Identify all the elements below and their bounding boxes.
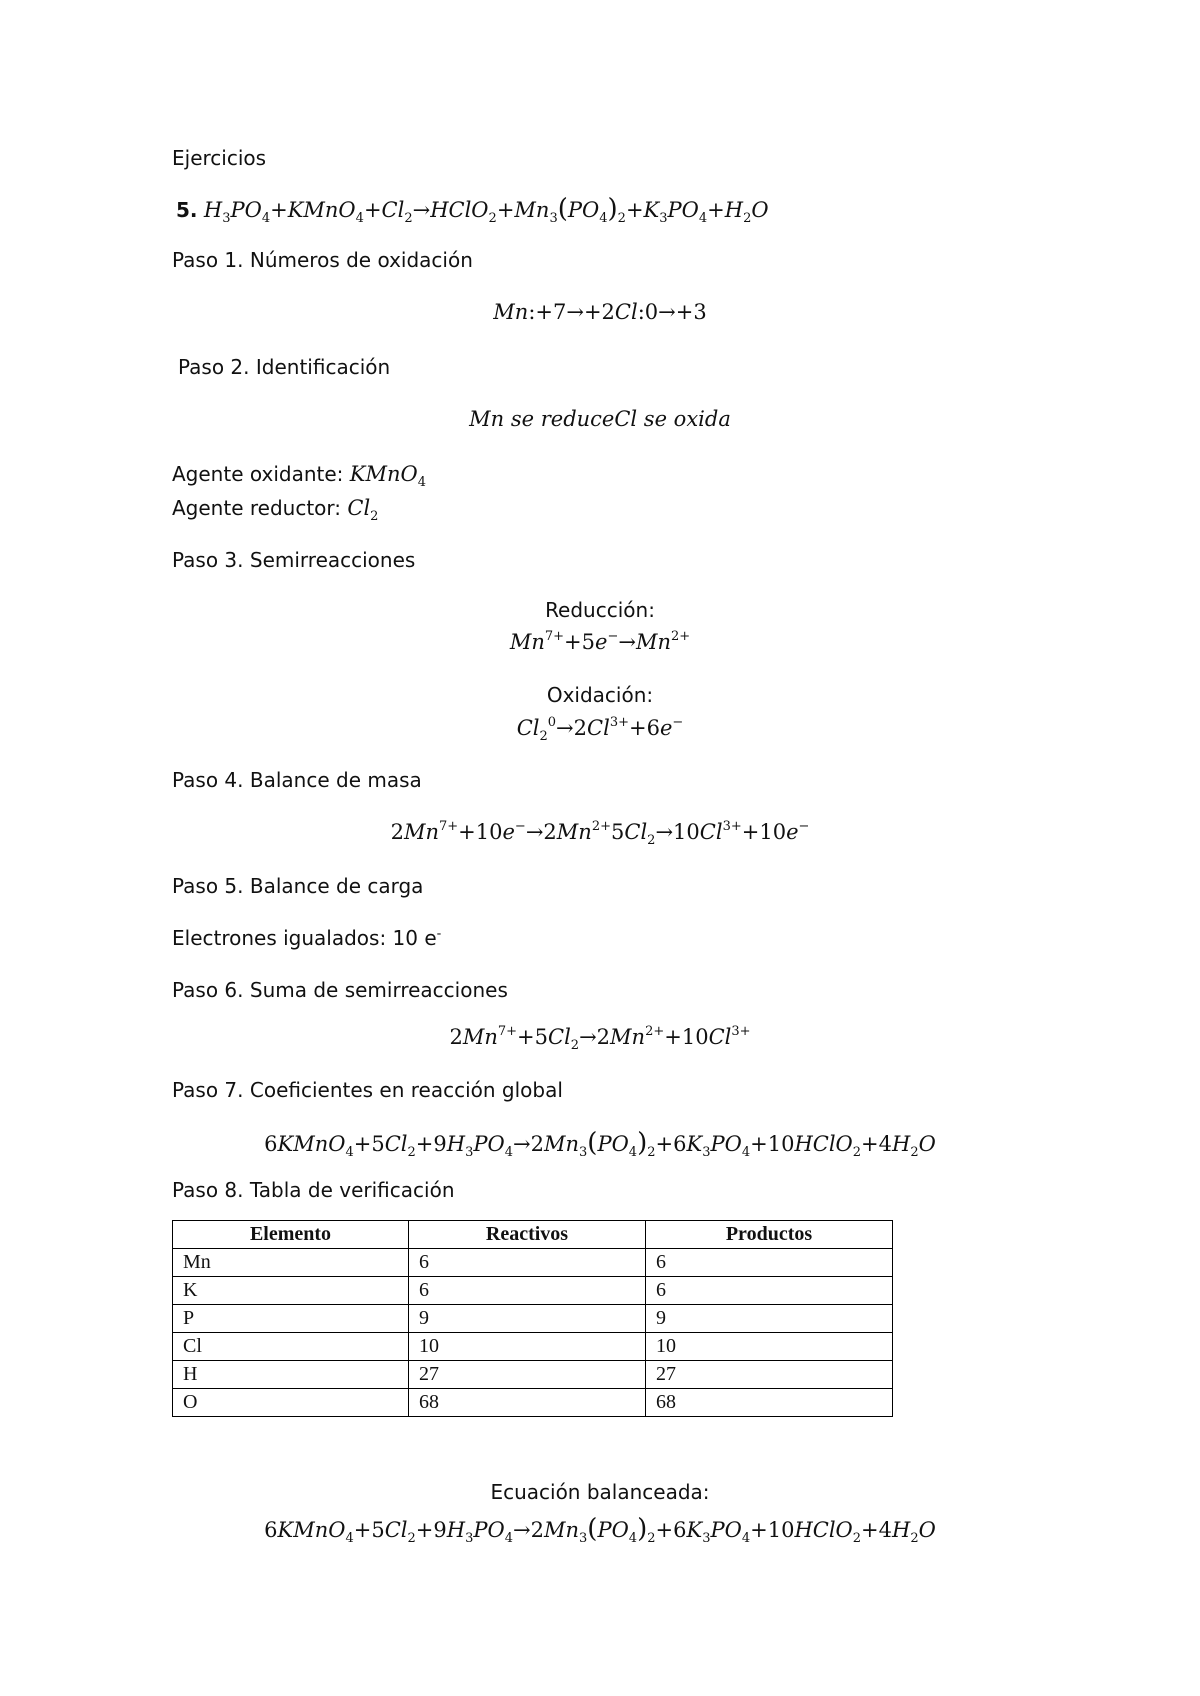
step7-heading: Paso 7. Coeficientes en reacción global <box>172 1078 563 1102</box>
identification-eq: Mn se reduceCl se oxida <box>469 407 731 431</box>
page-title: Ejercicios <box>172 146 267 170</box>
oxidizing-agent-label: Agente oxidante: <box>172 462 350 486</box>
cell-element: O <box>173 1389 409 1417</box>
electrons-sup: - <box>436 926 442 942</box>
oxidation-numbers-eq: Mn:+7→+2Cl:0→+3 <box>493 300 707 324</box>
table-row <box>173 1277 893 1305</box>
verification-table <box>172 1220 893 1417</box>
cell-element: Cl <box>173 1333 409 1361</box>
oxidizing-agent-formula: KMnO$_4$ <box>349 462 426 490</box>
oxidation-eq: $Cl_2^0\to 2Cl^{3+}+6e^-$ <box>516 715 684 744</box>
cell-element: H <box>173 1361 409 1389</box>
reduction-eq: $Mn^{7+}+5e^-\to Mn^{2+}$ <box>509 629 691 654</box>
reduction-label: Reducción: <box>545 598 655 622</box>
reducing-agent-label: Agente reductor: <box>172 496 348 520</box>
table-row <box>173 1249 893 1277</box>
header-products: Productos <box>646 1221 893 1249</box>
cell-products: 27 <box>646 1361 893 1389</box>
cell-products: 6 <box>646 1277 893 1305</box>
header-reactants: Reactivos <box>409 1221 646 1249</box>
cell-reactants: 9 <box>409 1305 646 1333</box>
cell-reactants: 6 <box>409 1249 646 1277</box>
exercise-number: 5. <box>176 198 198 222</box>
cell-products: 9 <box>646 1305 893 1333</box>
global-eq: $6KMnO_4+5Cl_2+9H_3PO_4\to 2Mn_3(PO_4)_2+6K_3PO_4+10HClO_2+4H_2O$ <box>264 1128 936 1160</box>
exercise-line <box>176 194 769 224</box>
electrons-text: Electrones igualados: 10 e <box>172 926 437 950</box>
table-header-row <box>173 1221 893 1249</box>
step2-heading: Paso 2. Identificación <box>178 355 391 379</box>
table-row <box>173 1389 893 1417</box>
step8-heading: Paso 8. Tabla de verificación <box>172 1178 455 1202</box>
step6-heading: Paso 6. Suma de semirreacciones <box>172 978 508 1002</box>
cell-reactants: 10 <box>409 1333 646 1361</box>
balanced-label: Ecuación balanceada: <box>490 1480 710 1504</box>
cell-products: 10 <box>646 1333 893 1361</box>
electrons-equalized <box>172 926 441 950</box>
cell-element: P <box>173 1305 409 1333</box>
cell-products: 6 <box>646 1249 893 1277</box>
cell-reactants: 68 <box>409 1389 646 1417</box>
oxidation-label: Oxidación: <box>546 683 654 707</box>
table-row <box>173 1305 893 1333</box>
step3-heading: Paso 3. Semirreacciones <box>172 548 416 572</box>
cell-reactants: 27 <box>409 1361 646 1389</box>
cell-element: Mn <box>173 1249 409 1277</box>
cell-reactants: 6 <box>409 1277 646 1305</box>
reducing-agent <box>172 496 379 524</box>
exercise-equation: $H_3PO_4+KMnO_4+Cl_2\to HClO_2+Mn_3(PO_4)_2+K_3PO_4+H_2O$ <box>203 194 769 226</box>
sum-eq: $2Mn^{7+}+5Cl_2\to 2Mn^{2+}+10Cl^{3+}$ <box>449 1024 751 1053</box>
reducing-agent-formula: $Cl_2$ <box>347 496 379 524</box>
cell-element: K <box>173 1277 409 1305</box>
cell-products: 68 <box>646 1389 893 1417</box>
oxidizing-agent <box>172 462 426 490</box>
table-row <box>173 1333 893 1361</box>
table-row <box>173 1361 893 1389</box>
header-element: Elemento <box>173 1221 409 1249</box>
balanced-eq: $6KMnO_4+5Cl_2+9H_3PO_4\to 2Mn_3(PO_4)_2+6K_3PO_4+10HClO_2+4H_2O$ <box>264 1514 936 1546</box>
step4-heading: Paso 4. Balance de masa <box>172 768 422 792</box>
step1-heading: Paso 1. Números de oxidación <box>172 248 473 272</box>
mass-balance-eq: $2Mn^{7+}+10e^-\to 2Mn^{2+}5Cl_2\to 10Cl^{3+}+10e^-$ <box>390 819 810 848</box>
step5-heading: Paso 5. Balance de carga <box>172 874 424 898</box>
